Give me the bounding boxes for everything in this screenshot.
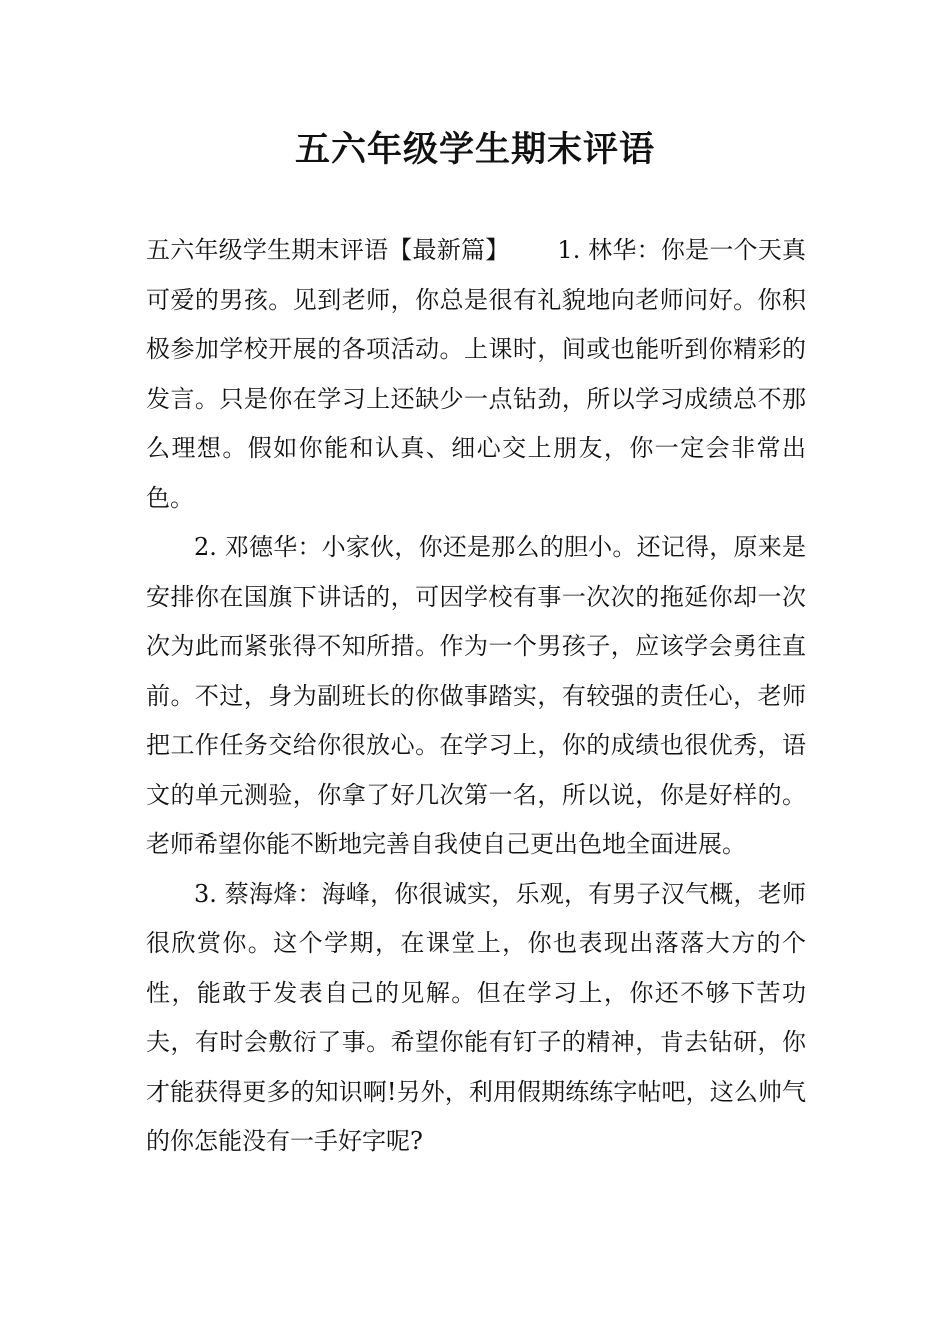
paragraph-3: 3. 蔡海烽：海峰，你很诚实，乐观，有男子汉气概，老师很欣赏你。这个学期，在课堂上，你也表现出落落大方的个性，能敢于发表自己的见解。但在学习上，你还不够下苦功夫，有时会敷衍了事。希望你能有钉子的精神，肯去钻研，你才能获得更多的知识啊!另外，利用假期练练字帖吧，这么帅气的你怎能没有一手好字呢? (146, 879, 806, 1155)
intro-label: 五六年级学生期末评语【最新篇】 (146, 236, 510, 264)
paragraph-2: 2. 邓德华：小家伙，你还是那么的胆小。还记得，原来是安排你在国旗下讲话的，可因学校有事一次次的拖延你却一次次为此而紧张得不知所措。作为一个男孩子，应该学会勇往直前。不过，身为副班长的你做事踏实，有较强的责任心，老师把工作任务交给你很放心。在学习上，你的成绩也很优秀，语文的单元测验，你拿了好几次第一名，所以说，你是好样的。老师希望你能不断地完善自我使自己更出色地全面进展。 (146, 533, 806, 858)
document-body (146, 226, 806, 1167)
document-title: 五六年级学生期末评语 (294, 129, 655, 170)
paragraph-1 (146, 226, 806, 523)
paragraph-1-text: 1. 林华：你是一个天真可爱的男孩。见到老师，你总是很有礼貌地向老师问好。你积极参加学校开展的各项活动。上课时，间或也能听到你精彩的发言。只是你在学习上还缺少一点钻劲，所以学习成绩总不那么理想。假如你能和认真、细心交上朋友，你一定会非常出色。 (146, 236, 806, 512)
